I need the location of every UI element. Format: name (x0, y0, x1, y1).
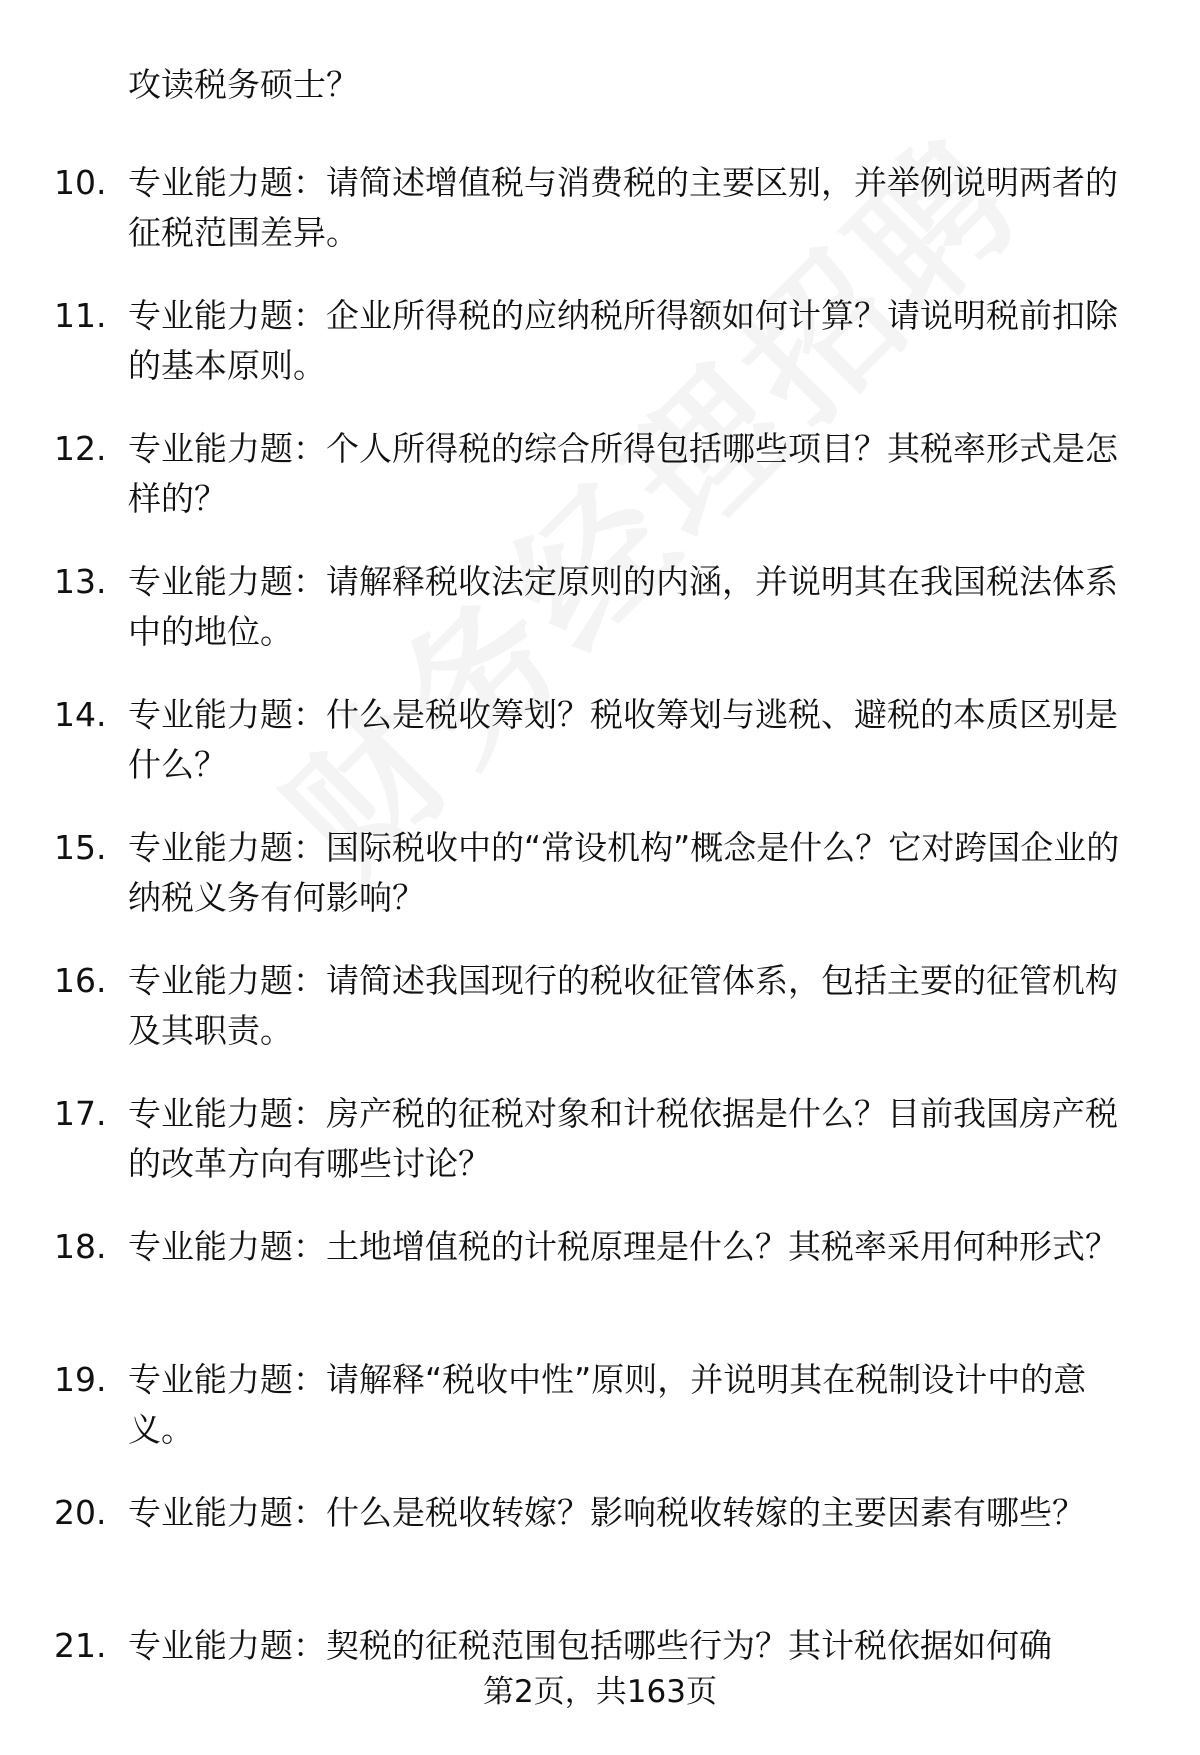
question-number: 17. (54, 1094, 107, 1133)
question-text: 专业能力题：房产税的征税对象和计税依据是什么？目前我国房产税的改革方向有哪些讨论？ (128, 1094, 1118, 1183)
question-number: 15. (54, 828, 107, 867)
question-number: 18. (54, 1227, 107, 1266)
question-number: 11. (54, 296, 107, 335)
question-item (0, 291, 1200, 424)
question-number: 12. (54, 429, 107, 468)
page-footer: 第2页，共163页 (483, 1674, 717, 1710)
question-list (0, 158, 1200, 1754)
question-item (0, 1355, 1200, 1488)
question-item (0, 690, 1200, 823)
question-text: 专业能力题：企业所得税的应纳税所得额如何计算？请说明税前扣除的基本原则。 (128, 296, 1118, 385)
question-text: 专业能力题：什么是税收筹划？税收筹划与逃税、避税的本质区别是什么？ (128, 695, 1118, 784)
question-text: 专业能力题：请简述增值税与消费税的主要区别，并举例说明两者的征税范围差异。 (128, 163, 1118, 252)
question-item (0, 1488, 1200, 1621)
question-item (0, 557, 1200, 690)
question-text: 专业能力题：请解释税收法定原则的内涵，并说明其在我国税法体系中的地位。 (128, 562, 1118, 651)
question-text: 专业能力题：契税的征税范围包括哪些行为？其计税依据如何确 (128, 1626, 1052, 1665)
question-text: 专业能力题：国际税收中的“常设机构”概念是什么？它对跨国企业的纳税义务有何影响？ (128, 828, 1120, 917)
question-text: 专业能力题：请解释“税收中性”原则，并说明其在税制设计中的意义。 (128, 1360, 1087, 1449)
question-item (0, 1089, 1200, 1222)
question-item (0, 424, 1200, 557)
question-number: 13. (54, 562, 107, 601)
question-number: 19. (54, 1360, 107, 1399)
question-number: 14. (54, 695, 107, 734)
question-item (0, 1222, 1200, 1355)
question-number: 16. (54, 961, 107, 1000)
question-text: 专业能力题：个人所得税的综合所得包括哪些项目？其税率形式是怎样的？ (128, 429, 1118, 518)
question-number: 10. (54, 163, 107, 202)
question-text: 专业能力题：请简述我国现行的税收征管体系，包括主要的征管机构及其职责。 (128, 961, 1118, 1050)
question-item (0, 956, 1200, 1089)
question-item (0, 823, 1200, 956)
question-text: 专业能力题：土地增值税的计税原理是什么？其税率采用何种形式？ (128, 1227, 1118, 1266)
question-number: 20. (54, 1493, 107, 1532)
question-continuation: 攻读税务硕士？ (128, 65, 359, 104)
question-number: 21. (54, 1626, 107, 1665)
question-item (0, 158, 1200, 291)
question-text: 专业能力题：什么是税收转嫁？影响税收转嫁的主要因素有哪些？ (128, 1493, 1085, 1532)
